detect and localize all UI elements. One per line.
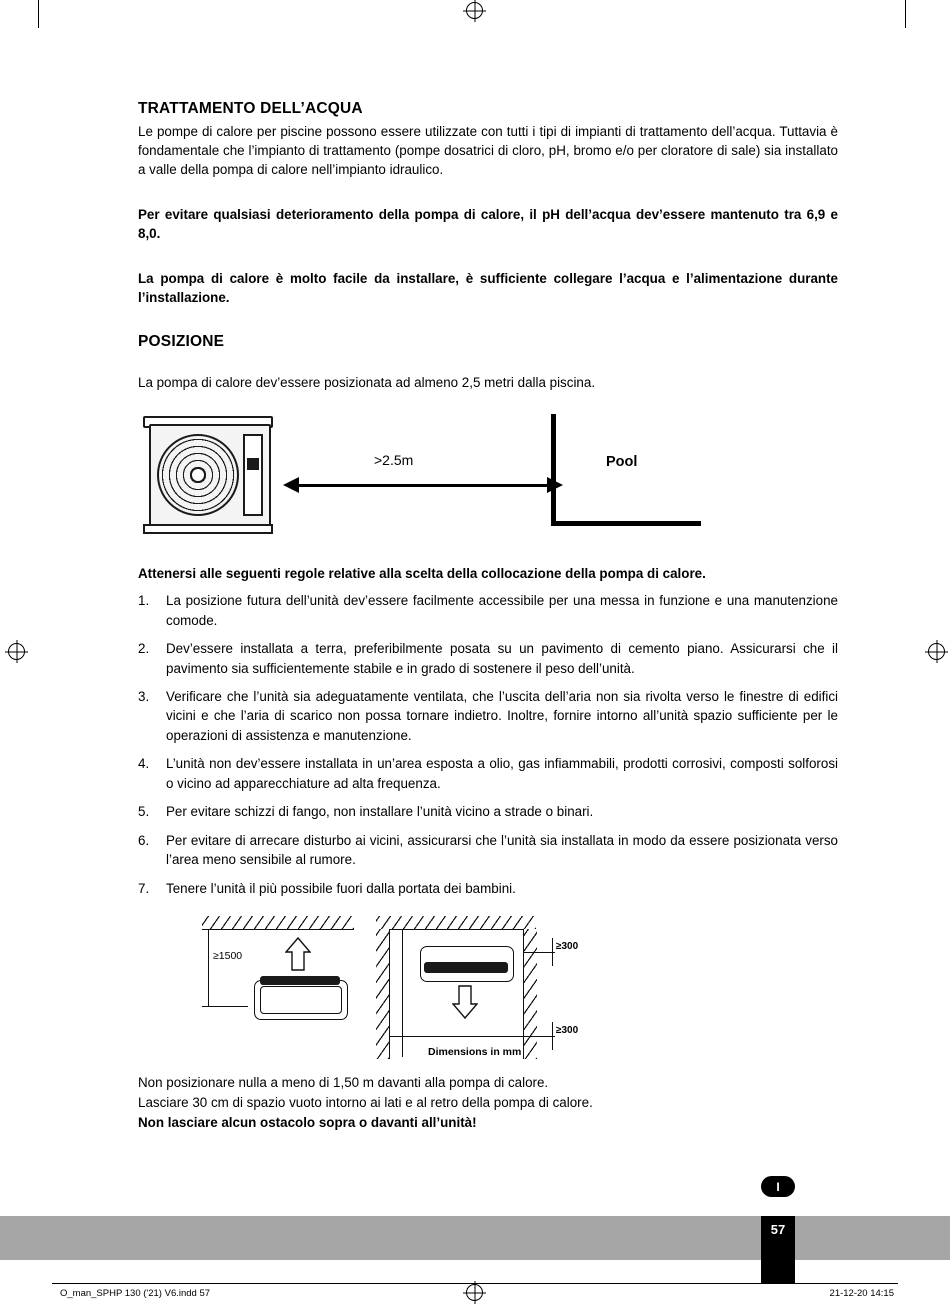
footer-file-info: O_man_SPHP 130 ('21) V6.indd 57 [60,1288,211,1299]
registration-mark-right [928,643,945,660]
dimension-line-horizontal-top [523,952,555,953]
placement-rules-list [138,591,838,898]
list-item [138,831,838,870]
page-content [138,100,838,1133]
list-item-text: Tenere l’unità il più possibile fuori dalla portata dei bambini. [166,880,516,896]
footer-grey-bar [0,1216,950,1260]
dimension-top-clearance-label: ≥1500 [213,949,243,962]
list-item-number: 6. [138,832,150,848]
unit-base [143,524,273,534]
reference-line-right [402,929,403,1057]
clearance-figure-caption: Dimensions in mm [428,1045,522,1058]
figure-clearances [180,914,600,1059]
list-item-text: La posizione futura dell’unità dev’essere facilmente accessibile per una messa in funzione e una manutenzione comode. [166,593,838,628]
clearance-note-1: Non posizionare nulla a meno di 1,50 m davanti alla pompa di calore. [138,1074,549,1090]
unit-top-view-left-vent [260,976,340,985]
clearance-note-2: Lasciare 30 cm di spazio vuoto intorno ai lati e al retro della pompa di calore. [138,1095,593,1111]
list-item-text: Dev’essere installata a terra, preferibilmente posata su un pavimento di cemento piano. Assicurarsi che il pavimento sia sufficientemente stabile e in grado di sostenere il peso dell’unità. [166,641,838,676]
position-title: POSIZIONE [138,333,225,351]
list-item [138,687,838,745]
pool-floor [551,521,701,526]
distance-arrow-icon [283,484,563,486]
figure-distance-from-pool [138,414,838,564]
unit-side-vent [247,458,259,470]
dimension-line-horizontal-bottom [523,1036,555,1037]
list-item [138,802,838,821]
list-item [138,591,838,630]
list-item [138,879,838,898]
position-paragraph: La pompa di calore dev’essere posizionata ad almeno 2,5 metri dalla piscina. [138,375,596,391]
list-item-text: L’unità non dev’essere installata in un’area esposta a olio, gas infiammabili, prodotti corrosivi, composti solforosi o vicino ad apparecchiature ad alta frequenza. [166,756,838,791]
list-item-number: 2. [138,641,150,657]
pool-illustration [543,414,703,532]
wall-hatch-right [523,929,537,1059]
page-number: 57 [770,1222,786,1237]
language-badge: I [761,1176,795,1197]
dimension-right-top-label: ≥300 [556,940,579,952]
list-item [138,639,838,678]
ceiling-hatch-left [202,916,354,930]
list-item-number: 4. [138,756,150,772]
water-treatment-note-install: La pompa di calore è molto facile da installare, è sufficiente collegare l’acqua e l’alimentazione durante l’installazione. [138,271,838,306]
registration-mark-top [466,2,483,19]
clearance-note-3: Non lasciare alcun ostacolo sopra o davanti all’unità! [138,1115,477,1131]
list-item-text: Per evitare schizzi di fango, non installare l’unità vicino a strade o binari. [166,804,594,820]
airflow-up-arrow-icon [285,936,311,972]
heat-pump-unit-illustration [143,416,273,534]
water-treatment-note-ph: Per evitare qualsiasi deterioramento della pompa di calore, il pH dell’acqua dev’essere mantenuto tra 6,9 e 8,0. [138,207,838,242]
registration-mark-left [8,643,25,660]
footer-timestamp: 21-12-20 14:15 [829,1288,894,1299]
list-item-text: Per evitare di arrecare disturbo ai vicini, assicurarsi che l’unità sia installata in modo da essere posizionata verso l’area meno sensibile al rumore. [166,832,838,868]
list-item-number: 3. [138,689,150,705]
registration-mark-bottom [466,1284,483,1301]
dimension-tick-right-bottom [552,1022,553,1050]
airflow-down-arrow-icon [452,984,478,1020]
list-item-number: 5. [138,804,150,820]
crop-mark-top-left [38,0,39,28]
unit-side-panel [243,434,263,516]
footer-divider [52,1283,898,1284]
dimension-line-vertical-left [208,929,209,1007]
pool-label: Pool [606,454,638,471]
ceiling-hatch-right [376,916,536,930]
dimension-tick-right-top [552,938,553,966]
list-item-number: 1. [138,593,150,609]
unit-top-view-left-inner [260,986,342,1014]
water-treatment-title: TRATTAMENTO DELL’ACQUA [138,100,363,117]
wall-hatch-left [376,929,390,1059]
water-treatment-paragraph: Le pompe di calore per piscine possono essere utilizzate con tutti i tipi di impianti di trattamento dell’acqua. Tuttavia è fondamentale che l’impianto di trattamento (pompe dosatrici di cloro, pH, bromo e/o per cloratore di sale) sia installato a valle della pompa di calore nell’impianto idraulico. [138,124,838,178]
clearance-notes [138,1073,838,1133]
list-item-text: Verificare che l’unità sia adeguatamente ventilata, che l’uscita dell’aria non sia rivolta verso le finestre di edifici vicini e che l’aria di scarico non possa tornare indietro. Inoltre, fornire intorno all’unità spazio sufficiente per le operazioni di assistenza e manutenzione. [166,689,838,743]
distance-label: >2.5m [374,452,414,469]
unit-top-view-right-vent [424,962,508,973]
list-item-number: 7. [138,880,150,896]
arrow-shaft [297,484,549,487]
list-item [138,754,838,793]
rules-intro: Attenersi alle seguenti regole relative alla scelta della collocazione della pompa di calore. [138,566,706,582]
floor-line-right [389,1036,523,1037]
pool-wall [551,414,556,526]
page-number-box [761,1216,795,1284]
dimension-right-bottom-label: ≥300 [556,1024,579,1036]
crop-mark-top-right [905,0,906,28]
dimension-tick-left-bottom [202,1006,248,1007]
